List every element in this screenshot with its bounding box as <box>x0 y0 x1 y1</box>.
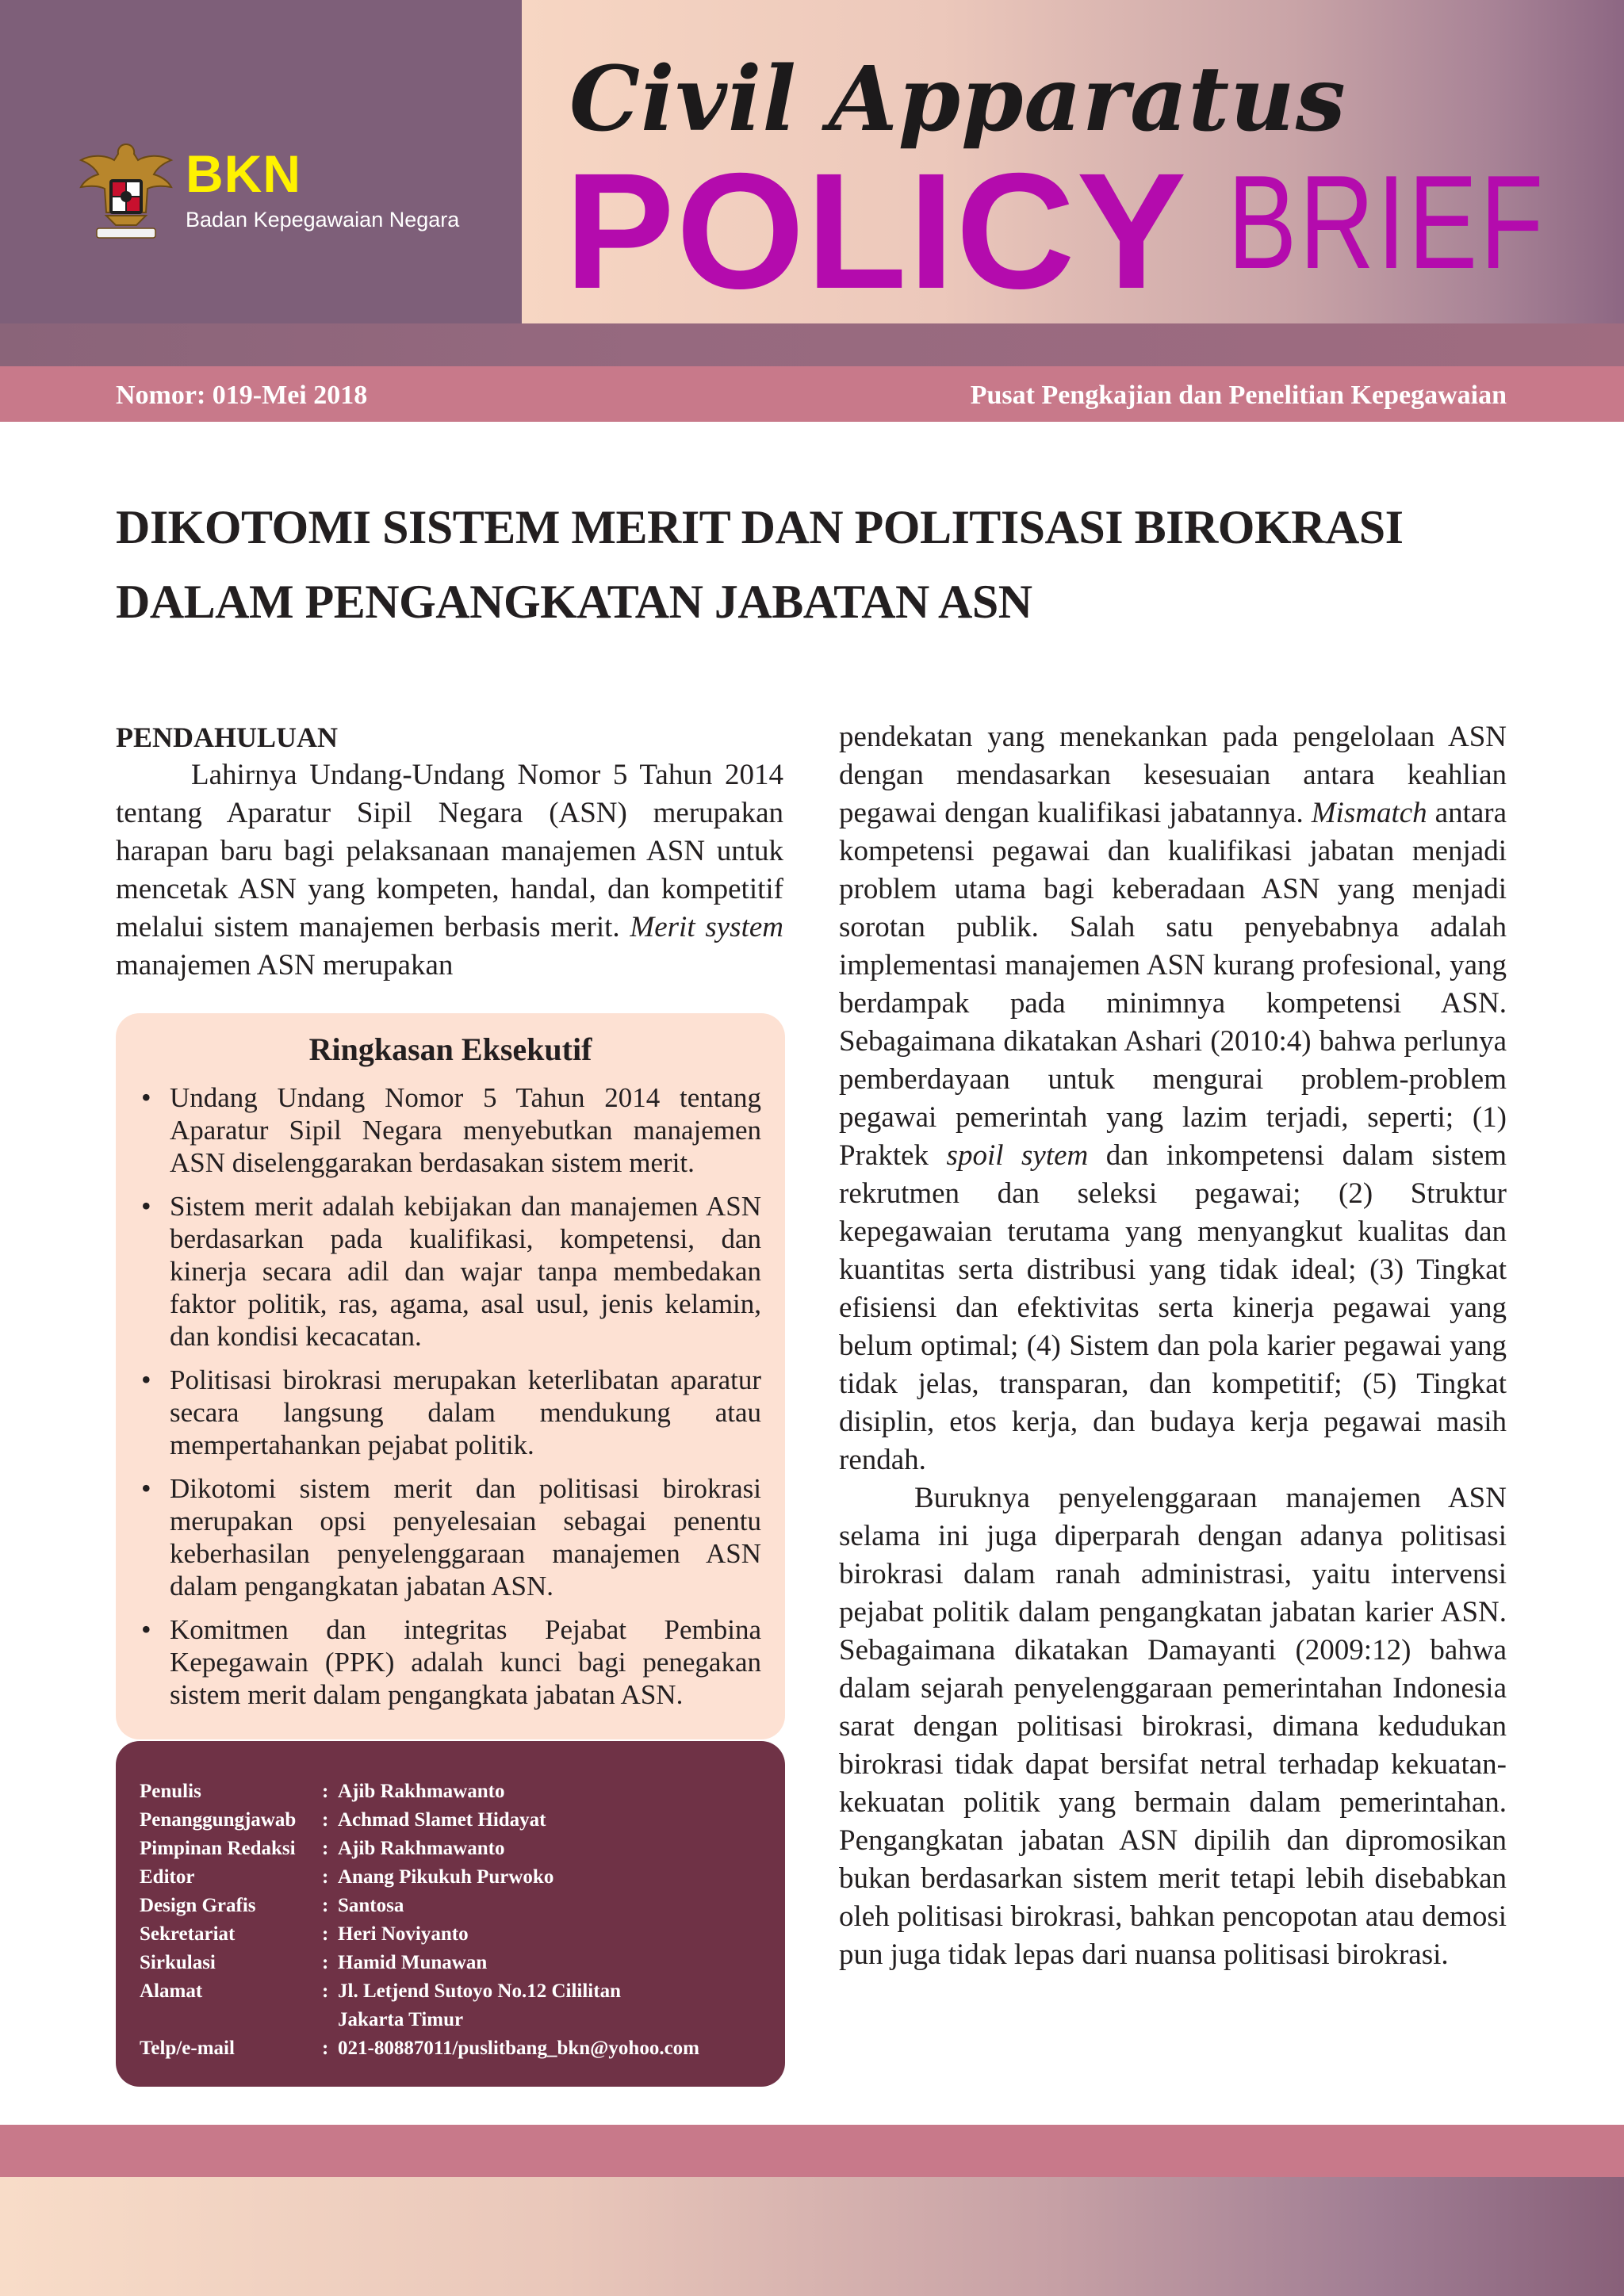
article-title-line1: DIKOTOMI SISTEM MERIT DAN POLITISASI BIROKRASI <box>116 501 1404 553</box>
credit-row <box>140 1977 763 2034</box>
address-line1: Jl. Letjend Sutoyo No.12 Cililitan <box>338 1980 621 2002</box>
masthead-bottom-band <box>0 323 1624 366</box>
body-text-a: pendekatan yang menekankan pada pengelolaan ASN dengan mendasarkan kesesuaian antara keahlian pegawai dengan kualifikasi jabatannya. <box>839 721 1507 829</box>
credit-row <box>140 1920 763 1949</box>
credit-value: Santosa <box>338 1895 404 1916</box>
title-brief: BRIEF <box>1228 147 1546 297</box>
summary-item: • Undang Undang Nomor 5 Tahun 2014 tentang Aparatur Sipil Negara menyebutkan manajemen ASN diselenggarakan berdasakan sistem merit. <box>140 1081 761 1179</box>
credit-row <box>140 2034 763 2063</box>
intro-text-a: Lahirnya Undang-Undang Nomor 5 Tahun 2014 tentang Aparatur Sipil Negara (ASN) merupakan harapan baru bagi pelaksanaan manajemen ASN untuk mencetak ASN yang kompeten, handal, dan kompetitif melalui sistem manajemen berbasis merit. <box>116 759 783 943</box>
credit-label: Design Grafis <box>140 1895 256 1916</box>
summary-item: • Komitmen dan integritas Pejabat Pembina Kepegawain (PPK) adalah kunci bagi penegakan sistem merit dalam pengangkata jabatan ASN. <box>140 1613 761 1711</box>
summary-item: • Politisasi birokrasi merupakan keterlibatan aparatur secara langsung dalam mendukung atau mempertahankan pejabat politik. <box>140 1364 761 1461</box>
masthead <box>0 0 1624 366</box>
credit-colon: : <box>322 1781 329 1802</box>
body-paragraph <box>839 718 1507 1479</box>
credit-colon: : <box>322 1952 329 1973</box>
intro-paragraph <box>116 756 783 985</box>
address-line2: Jakarta Timur <box>338 2009 464 2030</box>
credit-label: Sekretariat <box>140 1923 236 1945</box>
issue-number: Nomor: 019-Mei 2018 <box>116 381 368 410</box>
body-text-italic-mismatch: Mismatch <box>1311 797 1427 829</box>
credit-label: Telp/e-mail <box>140 2038 235 2059</box>
credit-row <box>140 1777 763 1806</box>
executive-summary-list <box>140 1081 761 1711</box>
footer-band <box>0 2177 1624 2296</box>
title-civil-apparatus: Civil Apparatus <box>569 48 1346 151</box>
credit-label: Alamat <box>140 1980 203 2002</box>
summary-item: • Dikotomi sistem merit dan politisasi birokrasi merupakan opsi penyelesaian sebagai penentu keberhasilan penyelenggaraan manajemen ASN dalam pengangkatan jabatan ASN. <box>140 1472 761 1602</box>
credit-colon: : <box>322 1895 329 1916</box>
garuda-emblem-icon <box>75 136 178 247</box>
credit-colon: : <box>322 1838 329 1859</box>
publisher-name: Pusat Pengkajian dan Penelitian Kepegawaian <box>970 381 1507 410</box>
credit-colon: : <box>322 1809 329 1831</box>
section-heading-pendahuluan: PENDAHULUAN <box>116 721 339 753</box>
body-text-b: antara kompetensi pegawai dan kualifikasi jabatan menjadi problem utama bagi keberadaan ASN yang menjadi sorotan publik. Salah satu penyebabnya adalah implementasi manajemen ASN kurang profesional, yang berdampak pada minimnya kompetensi ASN. Sebagaimana dikatakan Ashari (2010:4) bahwa perlunya pemberdayaan untuk mengurai problem-problem pegawai pemerintah yang lazim terjadi, seperti; (1) Praktek <box>839 797 1507 1172</box>
credit-value: Ajib Rakhmawanto <box>338 1838 505 1859</box>
credit-row <box>140 1835 763 1863</box>
credit-label: Editor <box>140 1866 195 1888</box>
credit-value: Heri Noviyanto <box>338 1923 469 1945</box>
credit-value: Ajib Rakhmawanto <box>338 1781 505 1802</box>
executive-summary-title: Ringkasan Eksekutif <box>308 1031 592 1067</box>
body-paragraph: Buruknya penyelenggaraan manajemen ASN selama ini juga diperparah dengan adanya politisasi birokrasi dalam ranah administrasi, yaitu intervensi pejabat politik dalam pengangkatan jabatan karier ASN. Sebagaimana dikatakan Damayanti (2009:12) bahwa dalam sejarah penyelenggaraan pemerintahan Indonesia sarat dengan politisasi birokrasi, dimana kedudukan birokrasi tidak dapat bersifat netral terhadap kekuatan-kekuatan politik yang bermain dalam pemerintahan. Pengangkatan jabatan ASN dipilih dan dipromosikan bukan berdasarkan sistem merit tetapi lebih disebabkan oleh politisasi birokrasi, bahkan pencopotan atau demosi pun juga tidak lepas dari nuansa politisasi birokrasi. <box>839 1482 1507 1971</box>
credit-colon: : <box>322 1980 329 2002</box>
intro-text-b: manajemen ASN merupakan <box>116 949 454 982</box>
article-title-line2: DALAM PENGANGKATAN JABATAN ASN <box>116 576 1032 628</box>
left-column <box>116 718 783 985</box>
credits-box <box>116 1741 785 2087</box>
bkn-logo-text: BKN <box>186 144 301 203</box>
credit-colon: : <box>322 2038 329 2059</box>
credit-row <box>140 1806 763 1835</box>
credit-row <box>140 1892 763 1920</box>
summary-item: • Sistem merit adalah kebijakan dan manajemen ASN berdasarkan pada kualifikasi, kompetensi, dan kinerja secara adil dan wajar tanpa membedakan faktor politik, ras, agama, asal usul, jenis kelamin, dan kondisi kecacatan. <box>140 1190 761 1353</box>
credit-colon: : <box>322 1923 329 1945</box>
footer-strip <box>0 2125 1624 2177</box>
title-policy: POLICY <box>565 140 1189 323</box>
bkn-logo-subtitle: Badan Kepegawaian Negara <box>186 208 460 232</box>
credit-value: Anang Pikukuh Purwoko <box>338 1866 554 1888</box>
body-text-italic-spoil: spoil sytem <box>946 1139 1089 1172</box>
credit-value: 021-80887011/puslitbang_bkn@yohoo.com <box>338 2038 699 2059</box>
credit-label: Penanggungjawab <box>140 1809 297 1831</box>
credit-colon: : <box>322 1866 329 1888</box>
credit-label: Sirkulasi <box>140 1952 216 1973</box>
body-text-c: dan inkompetensi dalam sistem rekrutmen dan seleksi pegawai; (2) Struktur kepegawaian terutama yang menyangkut kualitas dan kuantitas serta distribusi yang tidak ideal; (3) Tingkat efisiensi dan efektivitas serta kinerja pegawai yang belum optimal; (4) Sistem dan pola karier pegawai yang tidak jelas, transparan, dan kompetitif; (5) Tingkat disiplin, etos kerja, dan budaya kerja pegawai masih rendah. <box>839 1139 1507 1476</box>
executive-summary-box <box>116 1013 785 1739</box>
credit-row <box>140 1863 763 1892</box>
credit-label: Penulis <box>140 1781 201 1802</box>
credit-value <box>338 1977 763 2034</box>
credit-value: Hamid Munawan <box>338 1952 488 1973</box>
credit-label: Pimpinan Redaksi <box>140 1838 296 1859</box>
article-title <box>116 490 1527 639</box>
right-column <box>839 718 1507 1974</box>
credit-row <box>140 1949 763 1977</box>
intro-text-italic: Merit system <box>630 911 783 943</box>
credit-value: Achmad Slamet Hidayat <box>338 1809 546 1831</box>
